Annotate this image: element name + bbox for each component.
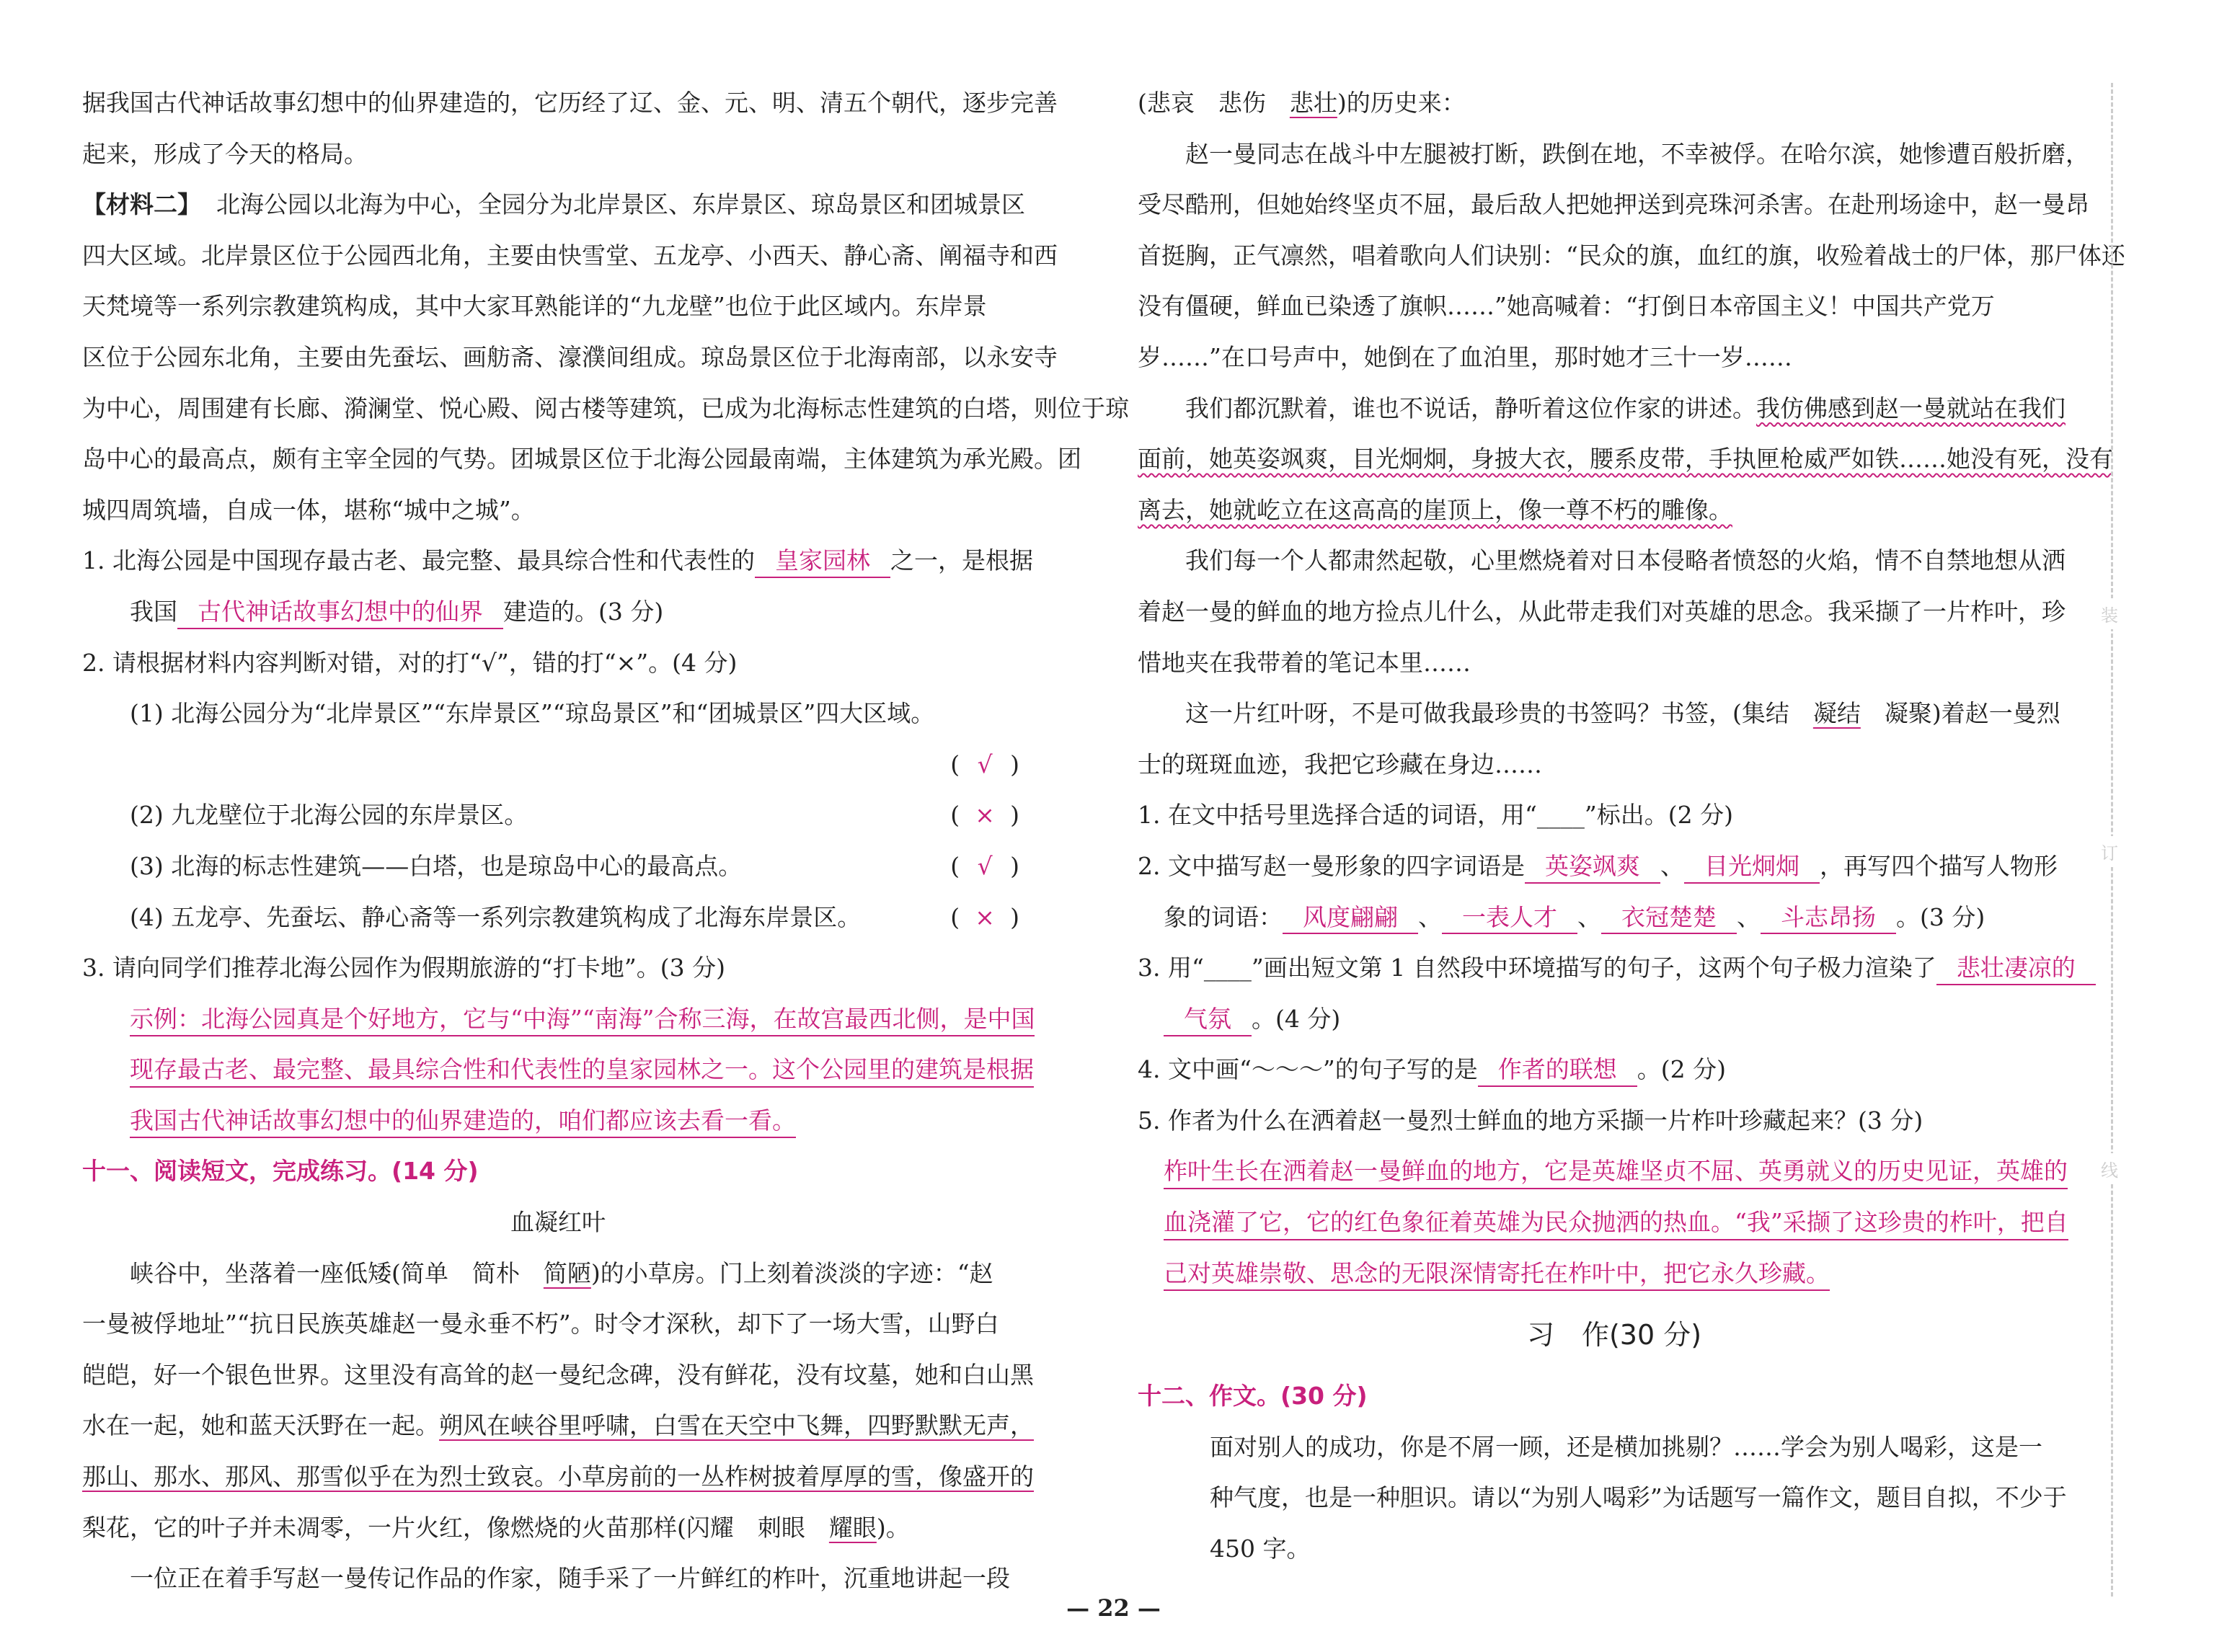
question-3-stem: 3. 请向同学们推荐北海公园作为假期旅游的“打卡地”。(3 分) — [82, 954, 725, 982]
judge-mark: √ — [977, 750, 993, 778]
answer-blank: 作者的联想 — [1478, 1054, 1637, 1087]
wavy-sentence: 我仿佛感到赵一曼就站在我们 — [1756, 394, 2066, 422]
right-column — [1138, 78, 2125, 1575]
story-line: 赵一曼同志在战斗中左腿被打断，跌倒在地，不幸被俘。在哈尔滨，她惨遭百般折磨， — [1185, 139, 2089, 168]
answer-line: 我国古代神话故事幻想中的仙界建造的，咱们都应该去看一看。 — [130, 1105, 796, 1139]
answer-blank: 斗志昂扬 — [1761, 902, 1896, 935]
section-11-heading: 十一、阅读短文，完成练习。(14 分) — [82, 1157, 479, 1186]
question-1: 1. 北海公园是中国现存最古老、最完整、最具综合性和代表性的 皇家园林 之一，是根据 — [82, 536, 1034, 587]
judge-mark: √ — [977, 851, 993, 880]
story-line: 一位正在着手写赵一曼传记作品的作家，随手采了一片鲜红的柞叶，沉重地讲起一段 — [130, 1564, 1010, 1593]
answer-blank: 英姿飒爽 — [1525, 851, 1660, 884]
material2-line: 天梵境等一系列宗教建筑构成，其中大家耳熟能详的“九龙壁”也位于此区域内。东岸景 — [82, 292, 987, 321]
underlined-sentence: 那山、那水、那风、那雪似乎在为烈士致哀。小草房前的一丛柞树披着厚厚的雪，像盛开的 — [82, 1462, 1034, 1491]
material2-line: 城四周筑墙，自成一体，堪称“城中之城”。 — [82, 495, 535, 524]
story-line: (悲哀 悲伤 悲壮)的历史来： — [1138, 89, 1466, 117]
story-line: 受尽酷刑，但她始终坚贞不屈，最后敌人把她押送到亮珠河杀害。在赴刑场途中，赵一曼昂 — [1138, 190, 2089, 219]
material2-line: 四大区域。北岸景区位于公园西北角，主要由快雪堂、五龙亭、小西天、静心斋、阐福寺和西 — [82, 241, 1058, 270]
question-1-cont: 我国 古代神话故事幻想中的仙界 建造的。(3 分) — [82, 587, 1034, 638]
cut-label: 订 — [2101, 836, 2118, 867]
answer-blank: 一表人才 — [1442, 902, 1577, 935]
story-line — [82, 1452, 1034, 1503]
judge-mark: × — [975, 801, 995, 830]
selected-word: 耀眼 — [828, 1513, 877, 1542]
cut-label: 装 — [2101, 598, 2118, 629]
story-line: 惜地夹在我带着的笔记本里…… — [1138, 648, 1471, 677]
material2-line: 区位于公园东北角，主要由先蚕坛、画舫斋、濠濮间组成。琼岛景区位于北海南部，以永安寺 — [82, 342, 1058, 371]
judge-item: (4) 五龙亭、先蚕坛、静心斋等一系列宗教建筑构成了北海东岸景区。 ( × ) — [82, 892, 1034, 943]
answer-blank: 气氛 — [1164, 1004, 1252, 1036]
question-3-cont: 气氛 。(4 分) — [1138, 994, 2091, 1045]
page-number: — 22 — — [1066, 1594, 1161, 1622]
answer-line: 现存最古老、最完整、最具综合性和代表性的皇家园林之一。这个公园里的建筑是根据 — [130, 1054, 1034, 1088]
material2-line: 为中心，周围建有长廊、漪澜堂、悦心殿、阅古楼等建筑，已成为北海标志性建筑的白塔，则位于琼 — [82, 394, 1129, 422]
judge-item: (3) 北海的标志性建筑——白塔，也是琼岛中心的最高点。 ( √ ) — [82, 841, 1034, 892]
story-line: 我们每一个人都肃然起敬，心里燃烧着对日本侵略者愤怒的火焰，情不自禁地想从洒 — [1185, 546, 2066, 575]
wavy-sentence: 面前，她英姿飒爽，目光炯炯，身披大衣，腰系皮带，手执匣枪威严如铁……她没有死，没有 — [1138, 445, 2113, 474]
story-line — [1138, 485, 2091, 536]
left-column — [82, 78, 1129, 1604]
essay-line: 450 字。 — [1210, 1535, 1311, 1563]
question-3: 3. 用“____”画出短文第 1 自然段中环境描写的句子，这两个句子极力渲染了 悲壮凄凉的 — [1138, 943, 2091, 994]
wavy-sentence: 离去，她就屹立在这高高的崖顶上，像一尊不朽的雕像。 — [1138, 495, 1732, 524]
writing-title: 习 作(30 分) — [1526, 1319, 1702, 1351]
question-1: 1. 在文中括号里选择合适的词语，用“____”标出。(2 分) — [1138, 801, 1733, 830]
story-line: 一曼被俘地址”“抗日民族英雄赵一曼永垂不朽”。时令才深秋，却下了一场大雪，山野白 — [82, 1310, 999, 1338]
story-line — [1138, 434, 2113, 485]
material2-label: 【材料二】 — [82, 190, 201, 219]
story-line: 岁……”在口号声中，她倒在了血泊里，那时她才三十一岁…… — [1138, 342, 1792, 371]
answer-blank: 风度翩翩 — [1283, 902, 1418, 935]
answer-line: 己对英雄崇敬、思念的无限深情寄托在柞叶中，把它永久珍藏。 — [1164, 1258, 1830, 1292]
judge-item: (1) 北海公园分为“北岸景区”“东岸景区”“琼岛景区”和“团城景区”四大区域。 — [130, 699, 935, 728]
selected-word: 简陋 — [543, 1258, 591, 1287]
material1-line: 据我国古代神话故事幻想中的仙界建造的，它历经了辽、金、元、明、清五个朝代，逐步完善 — [82, 89, 1058, 117]
answer-line: 柞叶生长在洒着赵一曼鲜血的地方，它是英雄坚贞不屈、英勇就义的历史见证，英雄的 — [1164, 1155, 2068, 1189]
answer-blank: 古代神话故事幻想中的仙界 — [177, 597, 503, 629]
judge-item: (2) 九龙壁位于北海公园的东岸景区。 ( × ) — [82, 790, 1034, 841]
question-5-stem: 5. 作者为什么在洒着赵一曼烈士鲜血的地方采撷一片柞叶珍藏起来？(3 分) — [1138, 1106, 1923, 1134]
section-12-heading: 十二、作文。(30 分) — [1138, 1382, 1368, 1411]
answer-blank: 悲壮凄凉的 — [1936, 953, 2096, 985]
material2-line: 岛中心的最高点，颇有主宰全园的气势。团城景区位于北海公园最南端，主体建筑为承光殿。团 — [82, 445, 1081, 474]
answer-blank: 皇家园林 — [755, 546, 890, 578]
story-line: 我们都沉默着，谁也不说话，静听着这位作家的讲述。我仿佛感到赵一曼就站在我们 — [1185, 394, 2066, 422]
story-line: 峡谷中，坐落着一座低矮(简单 简朴 简陋)的小草房。门上刻着淡淡的字迹：“赵 — [130, 1258, 993, 1287]
selected-word: 凝结 — [1812, 699, 1861, 728]
question-2: 2. 文中描写赵一曼形象的四字词语是 英姿飒爽 、 目光炯炯 ，再写四个描写人物形 — [1138, 841, 2091, 892]
answer-line: 示例：北海公园真是个好地方，它与“中海”“南海”合称三海，在故宫最西北侧，是中国 — [130, 1003, 1035, 1037]
cut-label: 线 — [2101, 1153, 2118, 1184]
story-line: 首挺胸，正气凛然，唱着歌向人们诀别：“民众的旗，血红的旗，收殓着战士的尸体，那尸体还 — [1138, 241, 2125, 270]
story-line: 没有僵硬，鲜血已染透了旗帜……”她高喊着：“打倒日本帝国主义！中国共产党万 — [1138, 292, 1995, 321]
material1-line: 起来，形成了今天的格局。 — [82, 139, 368, 168]
question-2-stem: 2. 请根据材料内容判断对错，对的打“√”，错的打“×”。(4 分) — [82, 648, 738, 677]
answer-blank: 目光炯炯 — [1684, 851, 1820, 884]
question-4: 4. 文中画“～～～”的句子写的是 作者的联想 。(2 分) — [1138, 1044, 2091, 1096]
story-line: 士的斑斑血迹，我把它珍藏在身边…… — [1138, 750, 1542, 778]
story-line: 皑皑，好一个银色世界。这里没有高耸的赵一曼纪念碑，没有鲜花，没有坟墓，她和白山黑 — [82, 1360, 1034, 1389]
story-line: 水在一起，她和蓝天沃野在一起。朔风在峡谷里呼啸，白雪在天空中飞舞，四野默默无声， — [82, 1411, 1034, 1440]
essay-line: 种气度，也是一种胆识。请以“为别人喝彩”为话题写一篇作文，题目自拟，不少于 — [1210, 1483, 2067, 1512]
selected-word: 悲壮 — [1289, 89, 1337, 117]
story-line: 梨花，它的叶子并未凋零，一片火红，像燃烧的火苗那样(闪耀 刺眼 耀眼)。 — [82, 1513, 910, 1542]
story-line: 这一片红叶呀，不是可做我最珍贵的书签吗？书签，(集结 凝结 凝聚)着赵一曼烈 — [1185, 699, 2060, 728]
judge-mark-row: ( √ ) — [82, 740, 1034, 791]
essay-line: 面对别人的成功，你是不屑一顾，还是横加挑剔？……学会为别人喝彩，这是一 — [1210, 1432, 2042, 1461]
story-title: 血凝红叶 — [510, 1208, 606, 1237]
underlined-sentence: 朔风在峡谷里呼啸，白雪在天空中飞舞，四野默默无声， — [439, 1411, 1034, 1440]
answer-line: 血浇灌了它，它的红色象征着英雄为民众抛洒的热血。“我”采撷了这珍贵的柞叶，把自 — [1164, 1207, 2068, 1240]
question-2-cont: 象的词语： 风度翩翩 、 一表人才 、 衣冠楚楚 、 斗志昂扬 。(3 分) — [1138, 892, 2091, 943]
answer-blank: 衣冠楚楚 — [1601, 902, 1737, 935]
story-line: 着赵一曼的鲜血的地方捡点儿什么，从此带走我们对英雄的思念。我采撷了一片柞叶，珍 — [1138, 597, 2066, 626]
material2-line: 【材料二】 北海公园以北海为中心，全园分为北岸景区、东岸景区、琼岛景区和团城景区 — [82, 190, 1025, 219]
judge-mark: × — [975, 902, 995, 931]
